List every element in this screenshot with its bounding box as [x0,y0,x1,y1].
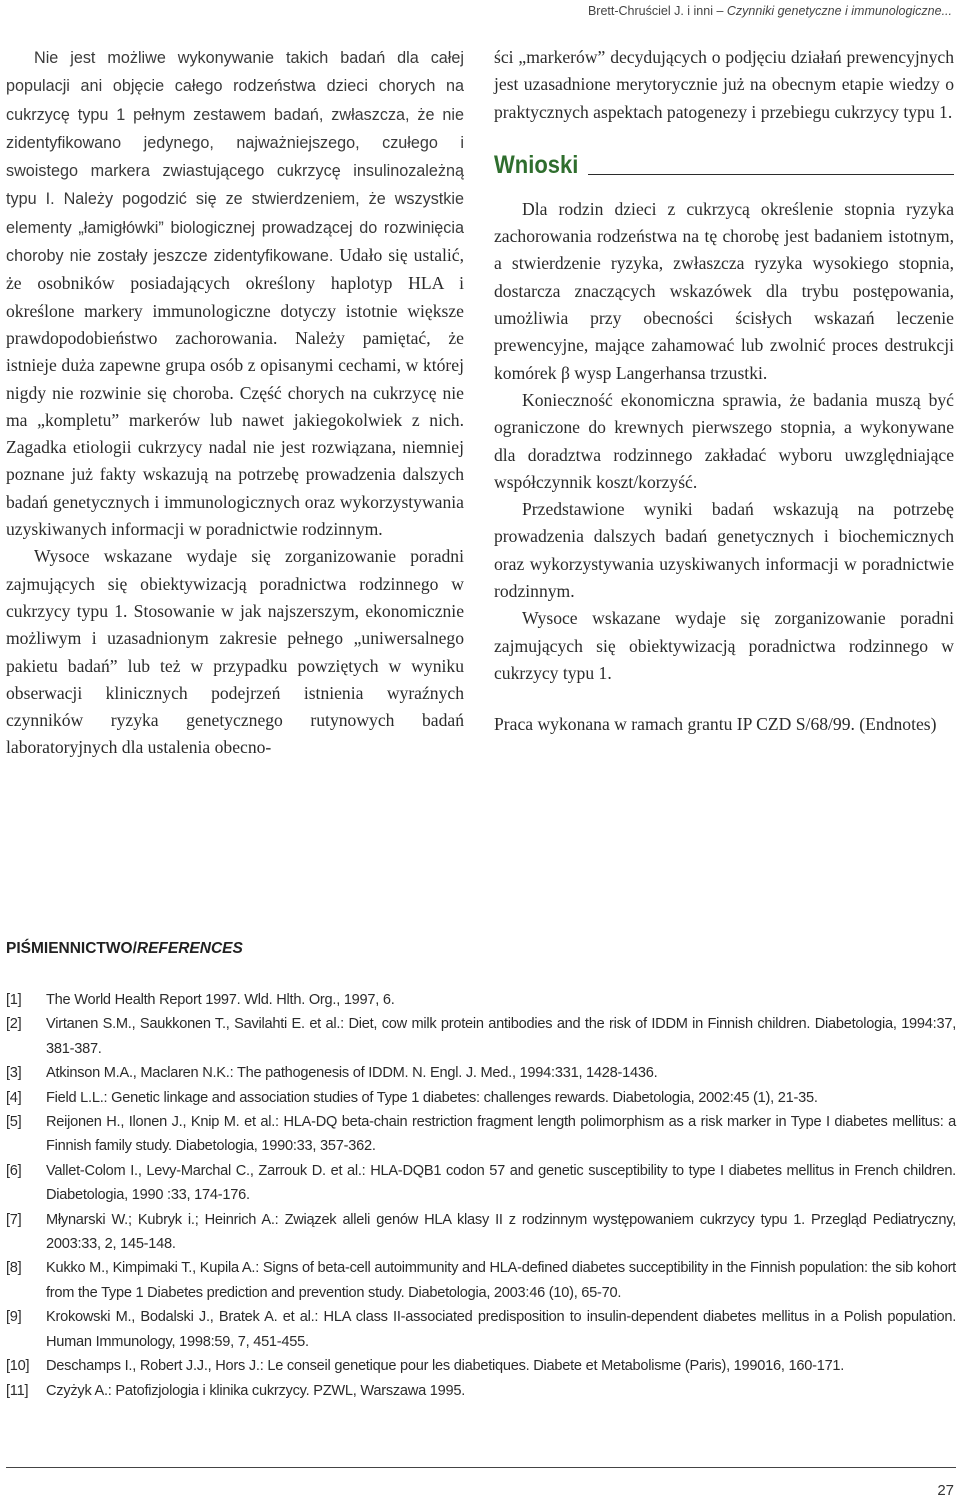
left-paragraph-1 [6,44,464,543]
footer-rule [6,1467,956,1468]
running-head-authors: Brett-Chruściel J. i inni [587,4,713,18]
conclusions-title: Wnioski [494,150,579,179]
reference-number: [8] [6,1260,22,1277]
heading-rule [588,174,954,175]
page-number: 27 [937,1482,954,1499]
reference-item [6,988,956,1012]
references-title [6,940,243,958]
running-head [588,4,952,18]
reference-text: Młynarski W.; Kubryk i.; Heinrich A.: Związek alleli genów HLA klasy II z rodzinnym występowaniem cukrzycy typu 1. Przegląd Pediatryczny, 2003:33, 2, 145-148. [46,1211,956,1253]
left-paragraph-1-part-a: Nie jest możliwe wykonywanie takich badań dla całej populacji ani objęcie całego rodzeństwa dzieci chorych na cukrzycę typu 1 pełnym zestawem badań, zwłaszcza, że nie zidentyfikowano jedynego, najważniejszego, czułego i swoistego markera zwiastującego cukrzycę insulinozależną typu I. Należy pogodzić się ze stwierdzeniem, że wszystkie elementy „łamigłówki” biologicznej prowadzącej do rozwinięcia choroby nie zostały jeszcze zidentyfikowane. [6,49,464,266]
left-paragraph-1-part-b: Udało się ustalić, że osobników posiadających określony haplotyp HLA i określone markery immunologiczne dotyczy istotnie większe prawdopodobieństwo zachorowania. Należy pamiętać, że istnieje duża zapewne grupa osób z opisanymi cechami, w której nigdy nie rozwinie się choroba. Część chorych na cukrzycę nie ma „kompletu” markerów lub nawet jakiegokolwiek z nich. Zagadka etiologii cukrzycy nadal nie jest rozwiązana, niemniej poznane już fakty wskazują na potrzebę prowadzenia dalszych badań genetycznych i immunologicznych oraz wykorzystywania uzyskiwanych informacji w poradnictwie rodzinnym. [6,245,464,540]
reference-text: Deschamps I., Robert J.J., Hors J.: Le conseil genetique pour les diabetiques. Diabete et Metabolisme (Paris), 199016, 160-171. [46,1358,845,1375]
references-title-italic: REFERENCES [136,940,243,957]
conclusions-heading [494,140,954,180]
reference-item [6,1012,956,1061]
grant-note: Praca wykonana w ramach grantu IP CZD S/68/99. (Endnotes) [494,714,937,735]
reference-text: The World Health Report 1997. Wld. Hlth. Org., 1997, 6. [46,992,395,1008]
reference-item [6,1110,956,1159]
reference-text: Field L.L.: Genetic linkage and association studies of Type 1 diabetes: challenges rewards. Diabetologia, 2002:45 (1), 21-35. [46,1089,818,1106]
right-paragraph-continued: ści „markerów” decydujących o podjęciu działań prewencyjnych jest uzasadnione merytorycznie już na obecnym etapie wiedzy o praktycznych aspektach patogenezy i przebiegu cukrzycy typu 1. [494,47,954,122]
conclusion-paragraph-3: Przedstawione wyniki badań wskazują na potrzebę prowadzenia dalszych badań genetycznych i biochemicznych oraz wykorzystywania uzyskiwanych informacji w poradnictwie rodzinnym. [494,499,954,602]
reference-text: Krokowski M., Bodalski J., Bratek A. et al.: HLA class II-associated predisposition to insulin-dependent diabetes mellitus in a Polish population. Human Immunology, 1998:59, 7, 451-455. [46,1309,956,1350]
reference-number: [11] [6,1382,29,1399]
reference-number: [6] [6,1162,22,1179]
left-paragraph-2: Wysoce wskazane wydaje się zorganizowanie poradni zajmujących się obiektywizacją poradnictwa rodzinnego w cukrzycy typu 1. Stosowanie w jak najszerszym, ekonomicznie możliwym i uzasadnionym zakresie pełnego „uniwersalnego pakietu badań” lub też w przypadku powziętych w wyniku obserwacji klinicznych podejrzeń istnienia wyraźnych czynników ryzyka genetycznego rutynowych badań laboratoryjnych dla ustalenia obecno- [6,546,464,758]
conclusion-paragraph-1: Dla rodzin dzieci z cukrzycą określenie stopnia ryzyka zachorowania rodzeństwa na tę chorobę jest badaniem istotnym, a stwierdzenie ryzyka, zwłaszcza ryzyka wysokiego stopnia, dostarcza znaczących wskazówek dla trybu postępowania, umożliwia przy obecności ścisłych wskazań leczenie prewencyjne, mające zahamować lub zwolnić proces destrukcji komórek β wysp Langerhansa trzustki. [494,198,954,383]
references-title-bold: PIŚMIENNICTWO/ [6,940,137,957]
reference-text: Reijonen H., Ilonen J., Knip M. et al.: HLA-DQ beta-chain restriction fragment length polimorphism as a risk marker in Type I diabetes mellitus: a Finnish family study. Diabetologia, 1990:33, 357-362. [46,1114,956,1155]
reference-item [6,1379,956,1403]
reference-number: [9] [6,1309,22,1326]
conclusion-paragraph-2: Konieczność ekonomiczna sprawia, że badania muszą być ograniczone do krewnych pierwszego stopnia, a wykonywane dla doradztwa rodzinnego zakładać wyboru uwzględniające współczynnik koszt/korzyść. [494,389,954,492]
reference-number: [3] [6,1065,22,1082]
reference-text: Kukko M., Kimpimaki T., Kupila A.: Signs of beta-cell autoimmunity and HLA-defined diabetes succeptibility in the Finnish population: the sib kohort from the Type 1 Diabetes prediction and prevention study. Diabetologia, 2003:46 (10), 65-70. [46,1260,956,1301]
reference-text: Atkinson M.A., Maclaren N.K.: The pathogenesis of IDDM. N. Engl. J. Med., 1994:331, 1428-1436. [46,1065,658,1082]
reference-item [6,1256,956,1305]
conclusion-paragraph-4: Wysoce wskazane wydaje się zorganizowanie poradni zajmujących się obiektywizacją poradnictwa rodzinnego w cukrzycy typu 1. [494,608,954,683]
reference-item [6,1061,956,1085]
reference-text: Vallet-Colom I., Levy-Marchal C., Zarrouk D. et al.: HLA-DQB1 codon 57 and genetic susceptibility to type I diabetes mellitus in French children. Diabetologia, 1990 :33, 174-176. [46,1162,956,1204]
reference-item [6,1354,956,1378]
reference-number: [2] [6,1016,22,1033]
reference-item [6,1305,956,1354]
reference-number: [5] [6,1114,22,1131]
reference-text: Czyżyk A.: Patofizjologia i klinika cukrzycy. PZWL, Warszawa 1995. [46,1382,466,1399]
reference-text: Virtanen S.M., Saukkonen T., Savilahti E. et al.: Diet, cow milk protein antibodies and the risk of IDDM in Finnish children. Diabetologia, 1994:37, 381-387. [46,1016,956,1057]
running-head-dash: – [712,4,727,18]
reference-number: [10] [6,1358,30,1375]
references-list [6,988,956,1403]
reference-item [6,1086,956,1110]
left-column [6,44,464,762]
reference-number: [4] [6,1089,22,1106]
reference-item [6,1208,956,1257]
reference-number: [7] [6,1211,22,1228]
reference-item [6,1159,956,1208]
reference-number: [1] [6,992,22,1008]
running-head-title: Czynniki genetyczne i immunologiczne... [726,4,952,18]
right-column [494,44,954,739]
